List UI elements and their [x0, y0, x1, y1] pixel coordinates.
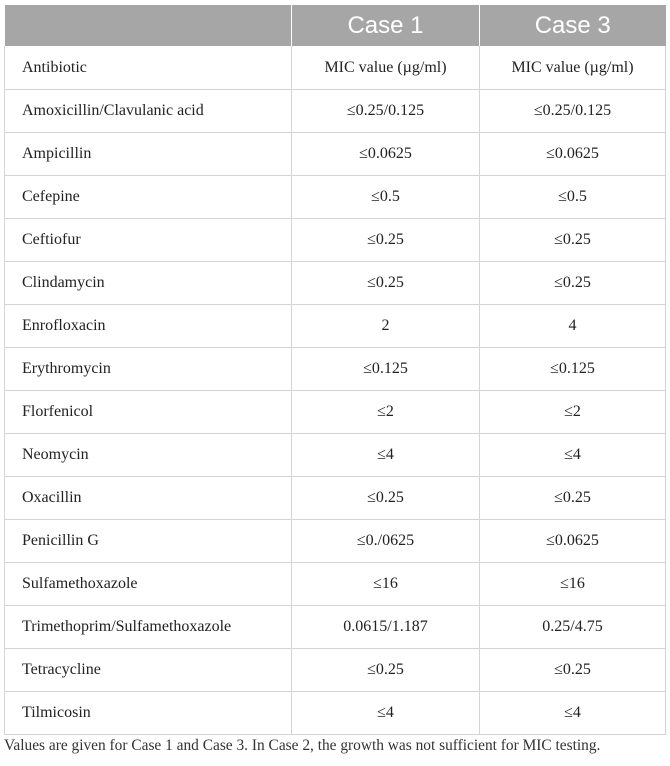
- antibiotic-cell: Penicillin G: [5, 520, 292, 563]
- table-row: [5, 692, 666, 735]
- antibiotic-cell: Clindamycin: [5, 262, 292, 305]
- case-3-value-cell: ≤16: [480, 563, 666, 606]
- table-row: [5, 434, 666, 477]
- table-row: [5, 348, 666, 391]
- table-row: [5, 176, 666, 219]
- table-row: [5, 219, 666, 262]
- table-body: [5, 46, 666, 735]
- table-row: [5, 477, 666, 520]
- header-cell-case-3: Case 3: [480, 5, 666, 46]
- table-row: [5, 520, 666, 563]
- table-row: [5, 90, 666, 133]
- case-3-value-cell: ≤4: [480, 434, 666, 477]
- antibiotic-cell: Tetracycline: [5, 649, 292, 692]
- case-1-value-cell: ≤4: [292, 692, 480, 735]
- case-1-value-cell: 2: [292, 305, 480, 348]
- antibiotic-cell: Florfenicol: [5, 391, 292, 434]
- case-1-value-cell: ≤0.25/0.125: [292, 90, 480, 133]
- case-3-value-cell: ≤0.25: [480, 262, 666, 305]
- case-1-value-cell: ≤0./0625: [292, 520, 480, 563]
- table-footnote: Values are given for Case 1 and Case 3. In Case 2, the growth was not sufficient for MIC testing.: [4, 737, 601, 754]
- case-1-value-cell: ≤2: [292, 391, 480, 434]
- case-1-value-cell: MIC value (µg/ml): [292, 46, 480, 90]
- case-1-value-cell: ≤0.125: [292, 348, 480, 391]
- case-1-value-cell: ≤0.5: [292, 176, 480, 219]
- case-1-value-cell: ≤0.25: [292, 477, 480, 520]
- antibiotic-cell: Antibiotic: [5, 46, 292, 90]
- case-1-value-cell: ≤16: [292, 563, 480, 606]
- table-row: [5, 133, 666, 176]
- case-1-value-cell: 0.0615/1.187: [292, 606, 480, 649]
- antibiotic-cell: Oxacillin: [5, 477, 292, 520]
- case-3-value-cell: ≤4: [480, 692, 666, 735]
- antibiotic-cell: Erythromycin: [5, 348, 292, 391]
- table-row: [5, 606, 666, 649]
- case-3-value-cell: ≤0.125: [480, 348, 666, 391]
- header-row: [5, 5, 666, 46]
- antibiotic-cell: Cefepine: [5, 176, 292, 219]
- table-row: [5, 563, 666, 606]
- antibiotic-cell: Sulfamethoxazole: [5, 563, 292, 606]
- antibiotic-cell: Tilmicosin: [5, 692, 292, 735]
- table-row: [5, 305, 666, 348]
- case-3-value-cell: MIC value (µg/ml): [480, 46, 666, 90]
- case-1-value-cell: ≤4: [292, 434, 480, 477]
- case-1-value-cell: ≤0.25: [292, 262, 480, 305]
- table-row: [5, 649, 666, 692]
- mic-table: [4, 5, 666, 735]
- antibiotic-cell: Neomycin: [5, 434, 292, 477]
- case-3-value-cell: 4: [480, 305, 666, 348]
- header-cell-case-1: Case 1: [292, 5, 480, 46]
- case-3-value-cell: ≤0.25: [480, 649, 666, 692]
- table-row: [5, 391, 666, 434]
- case-3-value-cell: ≤2: [480, 391, 666, 434]
- header-cell-blank: [5, 5, 292, 46]
- antibiotic-cell: Ampicillin: [5, 133, 292, 176]
- case-3-value-cell: ≤0.5: [480, 176, 666, 219]
- table-row: [5, 262, 666, 305]
- case-3-value-cell: ≤0.25/0.125: [480, 90, 666, 133]
- case-3-value-cell: 0.25/4.75: [480, 606, 666, 649]
- case-1-value-cell: ≤0.0625: [292, 133, 480, 176]
- antibiotic-cell: Amoxicillin/Clavulanic acid: [5, 90, 292, 133]
- case-1-value-cell: ≤0.25: [292, 649, 480, 692]
- antibiotic-cell: Trimethoprim/Sulfamethoxazole: [5, 606, 292, 649]
- table-row: [5, 46, 666, 90]
- table-header: [5, 5, 666, 46]
- case-3-value-cell: ≤0.25: [480, 219, 666, 262]
- case-3-value-cell: ≤0.0625: [480, 520, 666, 563]
- antibiotic-cell: Ceftiofur: [5, 219, 292, 262]
- case-3-value-cell: ≤0.25: [480, 477, 666, 520]
- antibiotic-cell: Enrofloxacin: [5, 305, 292, 348]
- case-3-value-cell: ≤0.0625: [480, 133, 666, 176]
- case-1-value-cell: ≤0.25: [292, 219, 480, 262]
